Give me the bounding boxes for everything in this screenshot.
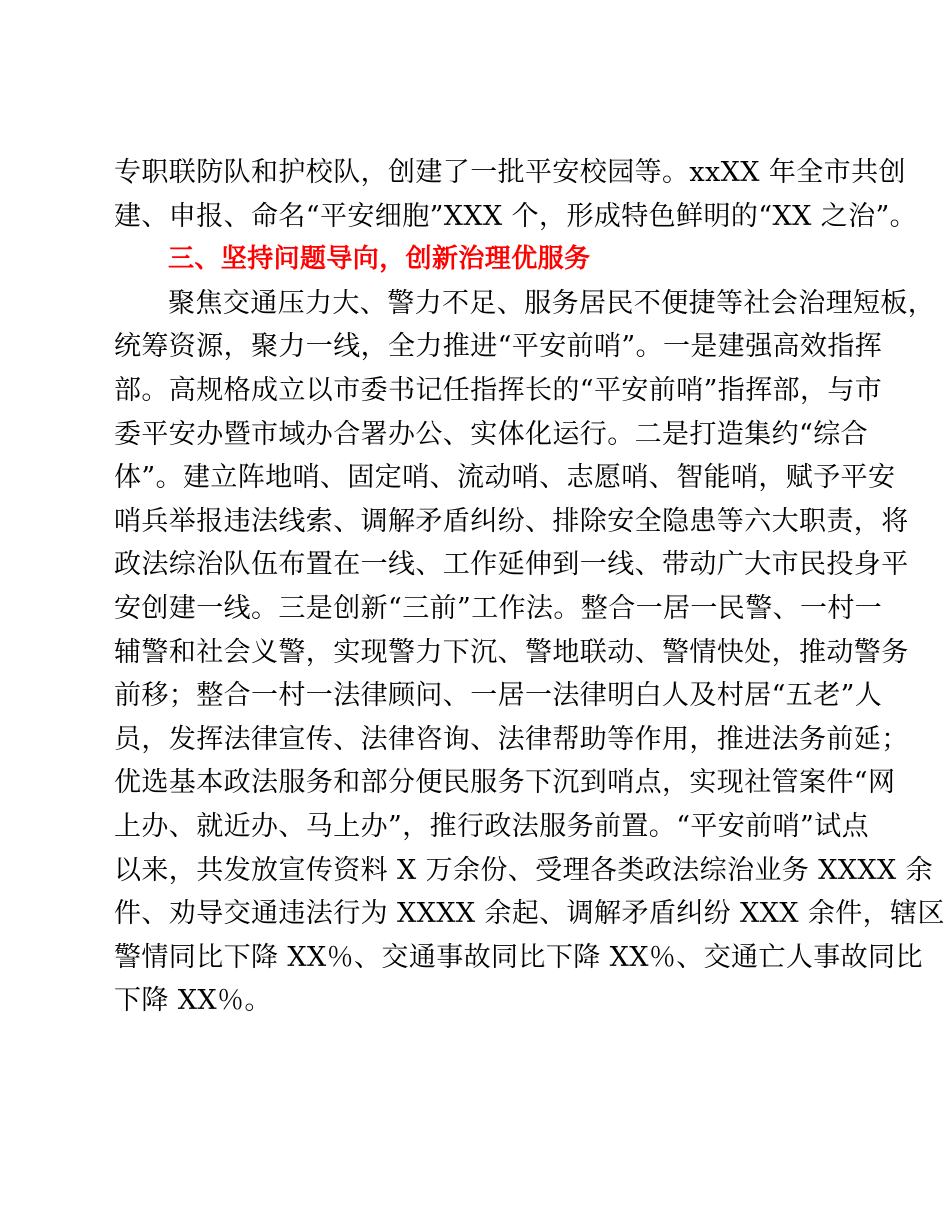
paragraph-line: 政法综治队伍布置在一线、工作延伸到一线、带动广大市民投身平	[114, 549, 909, 581]
paragraph-line: 下降 XX％。	[114, 985, 272, 1017]
paragraph-line: 统筹资源，聚力一线，全力推进“平安前哨”。一是建强高效指挥	[114, 331, 883, 363]
section-heading: 三、坚持问题导向，创新治理优服务	[168, 244, 591, 275]
paragraph-line: 件、劝导交通违法行为 XXXX 余起、调解矛盾纠纷 XXX 余件，辖区	[114, 898, 945, 930]
paragraph-line: 上办、就近办、马上办”，推行政法服务前置。“平安前哨”试点	[114, 810, 870, 842]
paragraph-line: 员，发挥法律宣传、法律咨询、法律帮助等作用，推进法务前延；	[114, 723, 909, 755]
paragraph-line: 委平安办暨市域办合署办公、实体化运行。二是打造集约“综合	[114, 418, 869, 450]
paragraph-line: 建、申报、命名“平安细胞”XXX 个，形成特色鲜明的“XX 之治”。	[114, 200, 918, 232]
paragraph-line: 体”。建立阵地哨、固定哨、流动哨、志愿哨、智能哨，赋予平安	[114, 462, 896, 494]
paragraph-line: 前移；整合一村一法律顾问、一居一法律明白人及村居“五老”人	[114, 680, 883, 712]
paragraph-line: 聚焦交通压力大、警力不足、服务居民不便捷等社会治理短板，	[168, 287, 936, 319]
paragraph-line: 安创建一线。三是创新“三前”工作法。整合一居一民警、一村一	[114, 592, 883, 624]
paragraph-line: 哨兵举报违法线索、调解矛盾纠纷、排除安全隐患等六大职责，将	[114, 505, 909, 537]
paragraph-line: 警情同比下降 XX％、交通事故同比下降 XX％、交通亡人事故同比	[114, 941, 923, 973]
paragraph-line: 以来，共发放宣传资料 X 万余份、受理各类政法综治业务 XXXX 余	[114, 854, 934, 886]
paragraph-2	[114, 282, 945, 1023]
paragraph-line: 专职联防队和护校队，创建了一批平安校园等。xxXX 年全市共创	[114, 157, 906, 188]
paragraph-line: 辅警和社会义警，实现警力下沉、警地联动、警情快处，推动警务	[114, 636, 909, 668]
paragraph-line: 部。高规格成立以市委书记任指挥长的“平安前哨”指挥部，与市	[114, 374, 883, 406]
paragraph-1	[114, 151, 918, 238]
document-body	[114, 151, 945, 1023]
paragraph-line: 优选基本政法服务和部分便民服务下沉到哨点，实现社管案件“网	[114, 767, 896, 799]
